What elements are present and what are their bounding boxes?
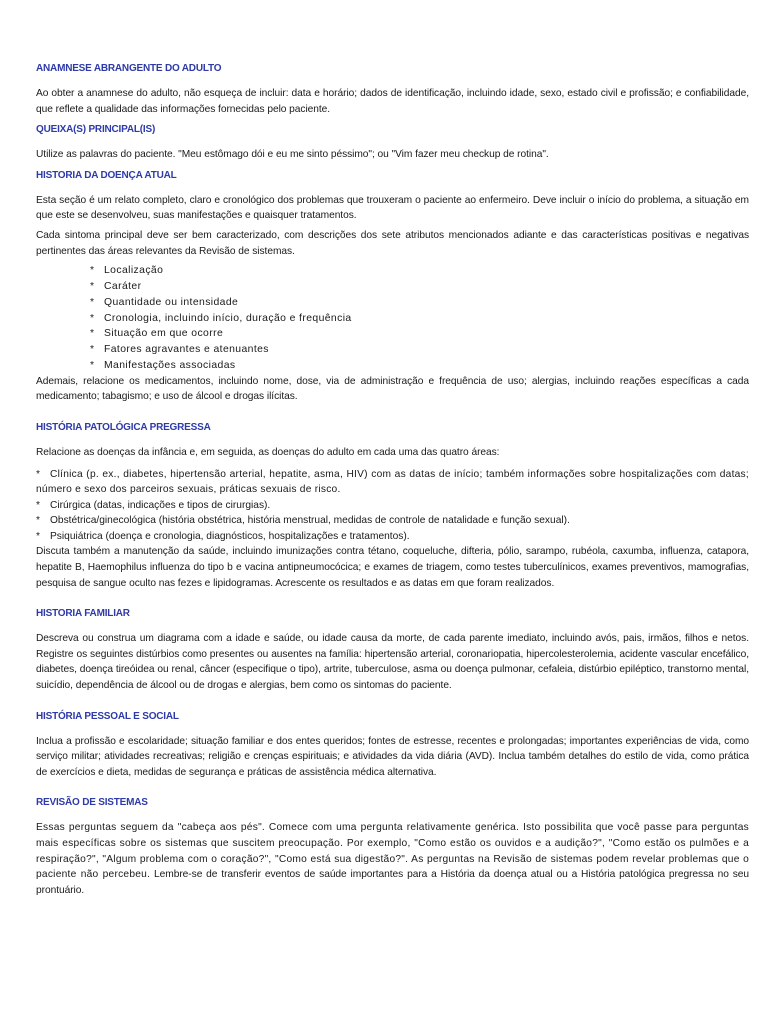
paragraph-revisao: [36, 820, 749, 898]
paragraph-hda-3: Ademais, relacione os medicamentos, incluindo nome, dose, via de administração e frequência de uso; alergias, incluindo reações específicas a cada medicamento; tabagismo; e uso de álcool e drogas ilícitas.: [36, 375, 749, 403]
heading-hda: HISTORIA DA DOENÇA ATUAL: [36, 169, 177, 181]
list-item: * Caráter: [90, 279, 749, 295]
paragraph-hpp-2: Discuta também a manutenção da saúde, incluindo imunizações contra tétano, coqueluche, difteria, pólio, sarampo, rubéola, caxumba, influenza, catapora, hepatite B, Haemophilus influenza do tipo b e vacina antipneumocócica; e exames de triagem, como testes tuberculínicos, exames preventivos, mamografias, pesquisa de sangue oculto nas fezes e lipidogramas. Acrescente os resultados e as datas em que foram realizados.: [36, 546, 749, 589]
bullet-symbol: *: [36, 499, 40, 511]
paragraph-queixa: Utilize as palavras do paciente. "Meu estômago dói e eu me sinto péssimo"; ou "Vim fazer meu checkup de rotina".: [36, 149, 549, 161]
bullet-symbol: *: [90, 312, 95, 324]
bullet-symbol: *: [36, 468, 41, 480]
paragraph-anamnese: Ao obter a anamnese do adulto, não esqueça de incluir: data e horário; dados de identificação, incluindo idade, sexo, estado civil e profissão; e confiabilidade, que reflete a qualidade das informações fornecidas pelo paciente.: [36, 88, 749, 115]
list-item: * Localização: [90, 263, 749, 279]
heading-queixa: QUEIXA(S) PRINCIPAL(IS): [36, 124, 156, 136]
paragraph-hda-2: Cada sintoma principal deve ser bem caracterizado, com descrições dos sete atributos mencionados adiante e das características positivas e negativas pertinentes das áreas relevantes da Revisão de sistemas.: [36, 229, 749, 257]
bullet-symbol: *: [90, 296, 95, 308]
bullet-symbol: *: [36, 515, 40, 527]
heading-revisao: REVISÃO DE SISTEMAS: [36, 797, 148, 809]
paragraph-revisao-part-1: Essas perguntas seguem da "cabeça aos pés". Comece com uma pergunta relativamente genérica. Isto possibilita que você passe para perguntas mais específicas sobre os sistemas que suscitem preocupação. Por exemplo, "Como estão os ouvidos e a audição?", "Como estão os pulmões e a respiração?", "Algum problema com o coração?", "Como está sua digestão?". As perguntas na Revisão de sistemas podem revelar problemas que o paciente não percebeu.: [36, 822, 749, 881]
bullet-symbol: *: [90, 359, 95, 371]
heading-pessoal: HISTÓRIA PESSOAL E SOCIAL: [36, 710, 179, 722]
list-item: * Manifestações associadas: [90, 358, 749, 374]
bullet-symbol: *: [90, 328, 95, 340]
bullet-symbol: *: [90, 265, 95, 277]
history-areas-list: [36, 467, 749, 545]
list-item: * Fatores agravantes e atenuantes: [90, 342, 749, 358]
heading-hpp: HISTÓRIA PATOLÓGICA PREGRESSA: [36, 421, 211, 433]
paragraph-revisao-part-2: Lembre-se de transferir eventos de saúde importantes para a História da doença atual ou a História patológica pregressa no seu prontuário.: [36, 869, 749, 896]
list-item: * Quantidade ou intensidade: [90, 295, 749, 311]
paragraph-hpp-1: Relacione as doenças da infância e, em seguida, as doenças do adulto em cada uma das quatro áreas:: [36, 446, 500, 458]
bullet-symbol: *: [36, 530, 40, 542]
heading-anamnese: ANAMNESE ABRANGENTE DO ADULTO: [36, 63, 222, 74]
paragraph-familiar: Descreva ou construa um diagrama com a idade e saúde, ou idade causa da morte, de cada parente imediato, incluindo avós, pais, irmãos, filhos e netos. Registre os seguintes distúrbios como presentes ou ausentes na família: hipertensão arterial, coronariopatia, hipercolesterolemia, acidente vascular encefálico, diabetes, doença tireóidea ou renal, câncer (especifique o tipo), artrite, tuberculose, asma ou doença pulmonar, cefaleia, distúrbio epiléptico, transtorno mental, suicídio, dependência de álcool ou de drogas e alergias, bem como os sintomas do paciente.: [36, 633, 749, 692]
symptom-attributes-list: [36, 263, 749, 374]
list-item: * Situação em que ocorre: [90, 326, 749, 342]
paragraph-hda-1: Esta seção é um relato completo, claro e cronológico dos problemas que trouxeram o paciente ao enfermeiro. Deve incluir o início do problema, a situação em que este se desenvolveu, suas manifestações e quaisquer tratamentos.: [36, 194, 749, 222]
list-item: * Cirúrgica (datas, indicações e tipos de cirurgias).: [36, 498, 749, 514]
heading-familiar: HISTORIA FAMILIAR: [36, 608, 130, 620]
bullet-symbol: *: [90, 280, 95, 292]
list-item: * Clínica (p. ex., diabetes, hipertensão arterial, hepatite, asma, HIV) com as datas de início; também informações sobre hospitalizações com datas; número e sexo dos parceiros sexuais, práticas sexuais de risco.: [36, 468, 749, 496]
paragraph-pessoal: Inclua a profissão e escolaridade; situação familiar e dos entes queridos; fontes de estresse, recentes e prolongadas; importantes experiências de vida, como serviço militar; atividades recreativas; religião e crenças espirituais; e atividades da vida diária (AVD). Inclua também detalhes do estilo de vida, como prática de exercícios e dieta, medidas de segurança e práticas de assistência médica alternativa.: [36, 735, 749, 778]
list-item: * Obstétrica/ginecológica (história obstétrica, história menstrual, medidas de controle de natalidade e função sexual).: [36, 513, 749, 529]
list-item: * Psiquiátrica (doença e cronologia, diagnósticos, hospitalizações e tratamentos).: [36, 529, 749, 545]
document-page: [36, 62, 749, 898]
bullet-symbol: *: [90, 344, 95, 356]
list-item: * Cronologia, incluindo início, duração e frequência: [90, 311, 749, 327]
